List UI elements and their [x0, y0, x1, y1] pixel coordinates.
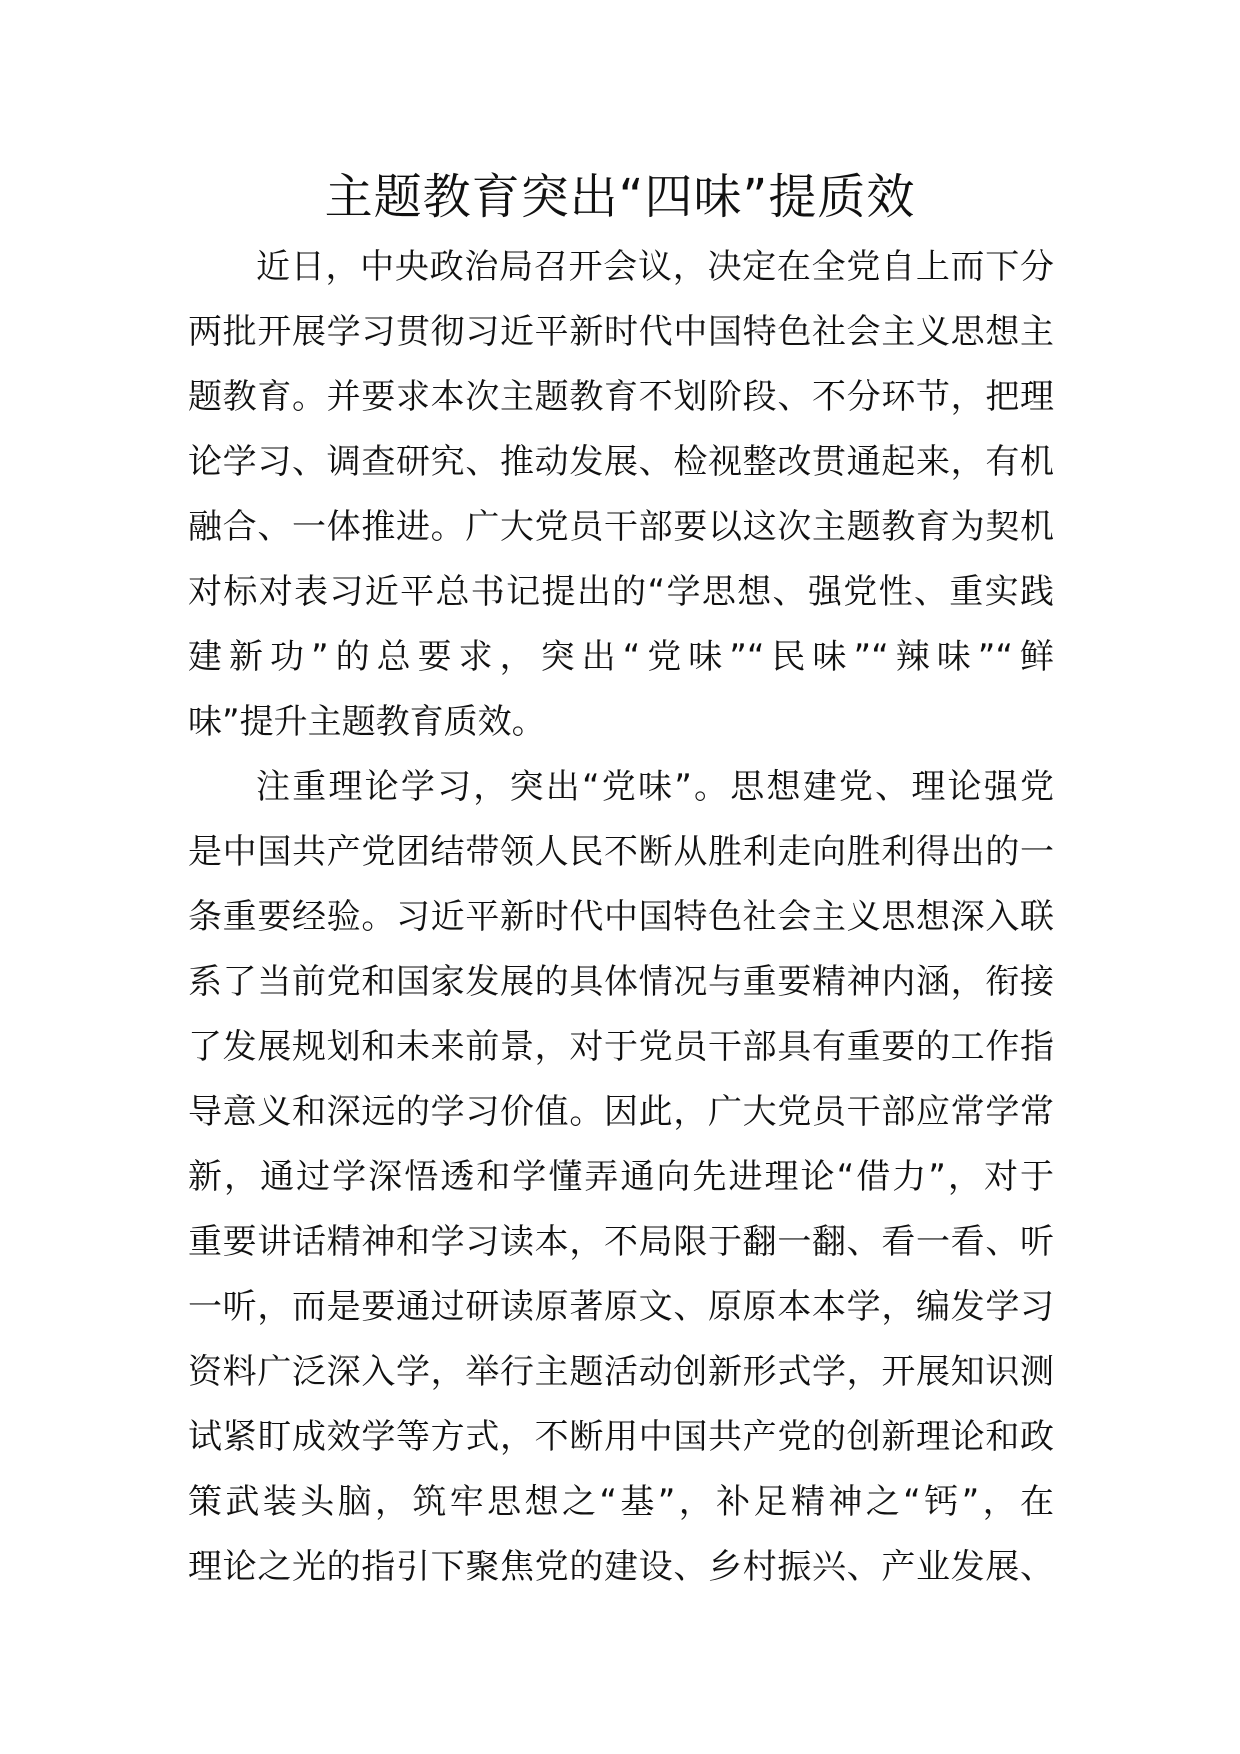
paragraph-2-line-9: 一听，而是要通过研读原著原文、原原本本学，编发学习 — [188, 1287, 1054, 1327]
paragraph-2-line-1: 注重理论学习，突出“党味”。思想建党、理论强党 — [256, 767, 1054, 807]
paragraph-2-line-5: 了发展规划和未来前景，对于党员干部具有重要的工作指 — [188, 1027, 1054, 1067]
paragraph-2-line-4: 系了当前党和国家发展的具体情况与重要精神内涵，衔接 — [188, 962, 1054, 1002]
document-body — [188, 235, 1054, 1600]
paragraph-2-line-11: 试紧盯成效学等方式，不断用中国共产党的创新理论和政 — [188, 1417, 1054, 1457]
paragraph-1-line-8: 味”提升主题教育质效。 — [188, 702, 546, 742]
paragraph-1-line-1: 近日，中央政治局召开会议，决定在全党自上而下分 — [256, 247, 1054, 287]
paragraph-2-line-8: 重要讲话精神和学习读本，不局限于翻一翻、看一看、听 — [188, 1222, 1054, 1262]
document-title: 主题教育突出“四味”提质效 — [324, 169, 916, 225]
paragraph-1-line-2: 两批开展学习贯彻习近平新时代中国特色社会主义思想主 — [188, 312, 1054, 352]
paragraph-2-line-7: 新，通过学深悟透和学懂弄通向先进理论“借力”，对于 — [188, 1157, 1054, 1197]
paragraph-2-line-13: 理论之光的指引下聚焦党的建设、乡村振兴、产业发展、 — [188, 1547, 1054, 1587]
paragraph-2-line-10: 资料广泛深入学，举行主题活动创新形式学，开展知识测 — [188, 1352, 1054, 1392]
paragraph-1-line-4: 论学习、调查研究、推动发展、检视整改贯通起来，有机 — [188, 442, 1054, 482]
paragraph-2-line-12: 策武装头脑，筑牢思想之“基”，补足精神之“钙”，在 — [188, 1482, 1054, 1522]
paragraph-1-line-3: 题教育。并要求本次主题教育不划阶段、不分环节，把理 — [188, 377, 1054, 417]
paragraph-2-line-3: 条重要经验。习近平新时代中国特色社会主义思想深入联 — [188, 897, 1054, 937]
paragraph-1-line-7: 建新功”的总要求，突出“党味”“民味”“辣味”“鲜 — [188, 637, 1054, 677]
paragraph-2-line-2: 是中国共产党团结带领人民不断从胜利走向胜利得出的一 — [188, 832, 1054, 872]
paragraph-2-line-6: 导意义和深远的学习价值。因此，广大党员干部应常学常 — [188, 1092, 1054, 1132]
paragraph-1-line-5: 融合、一体推进。广大党员干部要以这次主题教育为契机 — [188, 507, 1054, 547]
paragraph-1-line-6: 对标对表习近平总书记提出的“学思想、强党性、重实践 — [188, 572, 1054, 612]
